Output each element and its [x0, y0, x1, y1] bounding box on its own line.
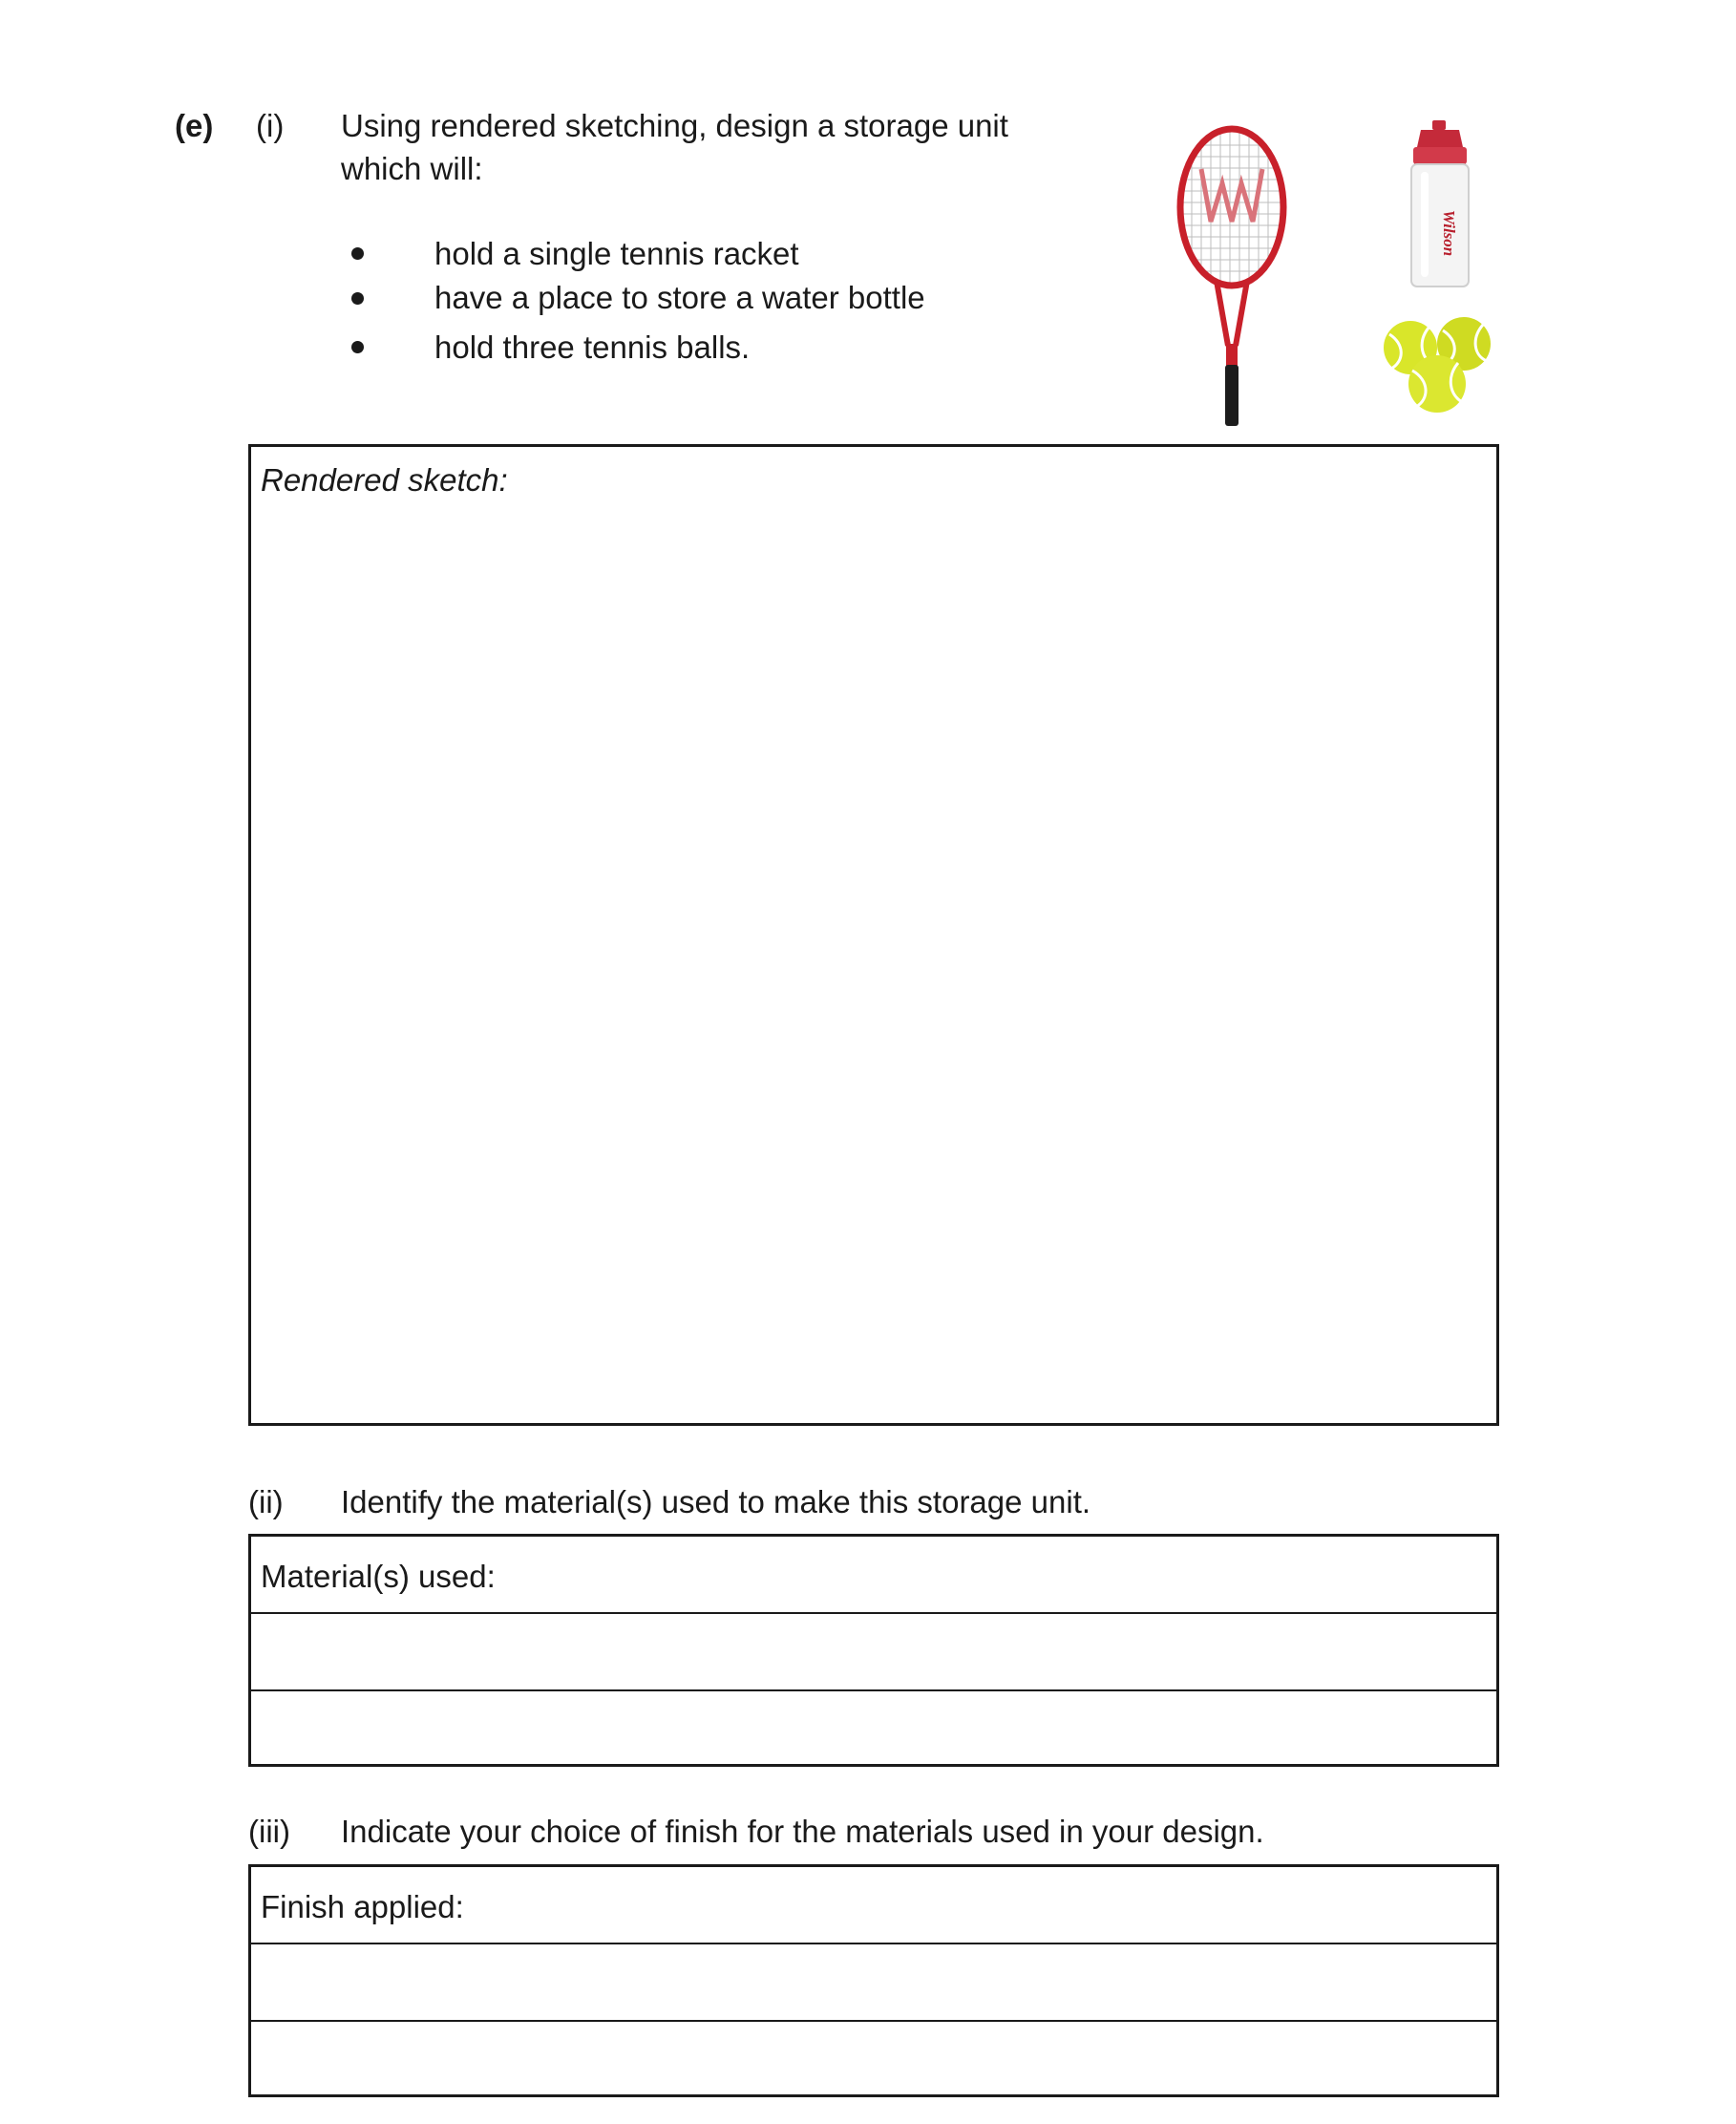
finish-answer-line-1[interactable]: [251, 1867, 1496, 1943]
tennis-racket-icon: [1165, 117, 1299, 432]
part-ii-prompt: Identify the material(s) used to make this storage unit.: [341, 1484, 1091, 1519]
part-i-number: (i): [256, 108, 285, 143]
part-iii-prompt: Indicate your choice of finish for the materials used in your design.: [341, 1814, 1264, 1849]
bullet: [351, 247, 364, 260]
materials-answer-line-2[interactable]: [251, 1614, 1496, 1689]
tennis-balls-icon: [1382, 315, 1496, 414]
finish-answer-line-2[interactable]: [251, 1944, 1496, 2020]
part-ii-number: (ii): [248, 1484, 284, 1519]
part-i-prompt-line2: which will:: [341, 151, 483, 186]
materials-label: Material(s) used:: [261, 1559, 496, 1594]
requirement-item: hold three tennis balls.: [434, 329, 751, 365]
rendered-sketch-label: Rendered sketch:: [261, 462, 508, 498]
materials-answer-line-3[interactable]: [251, 1691, 1496, 1764]
water-bottle-icon: [1408, 120, 1472, 288]
finish-answer-box: [248, 1864, 1499, 2097]
materials-answer-box: [248, 1534, 1499, 1767]
question-letter: (e): [175, 108, 214, 143]
materials-answer-line-1[interactable]: [251, 1537, 1496, 1612]
finish-answer-line-3[interactable]: [251, 2022, 1496, 2094]
part-iii-number: (iii): [248, 1814, 290, 1849]
bullet: [351, 292, 364, 305]
bullet: [351, 341, 364, 353]
requirement-item: have a place to store a water bottle: [434, 280, 925, 315]
rendered-sketch-box[interactable]: [248, 444, 1499, 1426]
bottle-brand-text: Wilson: [1440, 209, 1458, 257]
finish-label: Finish applied:: [261, 1889, 464, 1924]
requirement-item: hold a single tennis racket: [434, 236, 799, 271]
part-i-prompt-line1: Using rendered sketching, design a storage unit: [341, 108, 1008, 143]
